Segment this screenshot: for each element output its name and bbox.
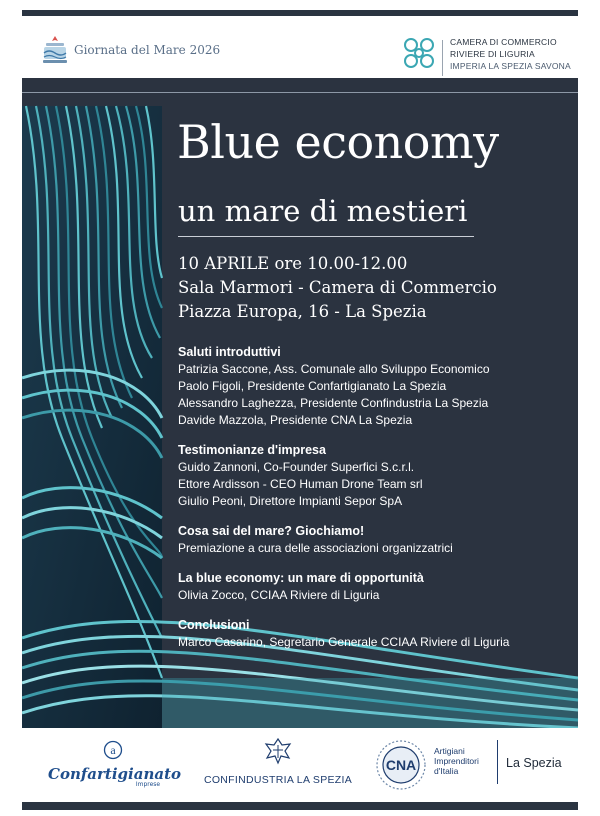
- sponsor-logos: [0, 732, 600, 800]
- confartigianato-emblem-icon: [103, 740, 123, 760]
- event-name: Giornata del Mare 2026: [74, 43, 221, 57]
- event-address: Piazza Europa, 16 - La Spezia: [178, 302, 427, 321]
- event-date: 10 APRILE ore 10.00-12.00: [178, 254, 408, 273]
- poster-panel: [22, 78, 578, 728]
- section-heading: Cosa sai del mare? Giochiamo!: [178, 524, 365, 538]
- event-info: [178, 252, 497, 324]
- speaker-line: Guido Zannoni, Co-Founder Superfici S.c.r.l.: [178, 460, 415, 474]
- speaker-line: Davide Mazzola, Presidente CNA La Spezia: [178, 413, 413, 427]
- chamber-logo-divider: [442, 40, 443, 76]
- program-section: [178, 442, 576, 510]
- chamber-line-1: CAMERA DI COMMERCIO: [450, 37, 557, 47]
- cna-divider: [497, 740, 498, 784]
- confartigianato-sub: Imprese: [135, 781, 161, 788]
- cna-line-1: Artigiani: [434, 746, 465, 756]
- chamber-line-2: RIVIERE DI LIGURIA: [450, 49, 535, 59]
- program-section: [178, 617, 576, 651]
- title-underline: [178, 236, 474, 237]
- speaker-line: Ettore Ardisson - CEO Human Drone Team srl: [178, 477, 423, 491]
- cna-tagline: [434, 746, 479, 776]
- program-section: [178, 570, 576, 604]
- cna-badge-icon: [374, 738, 428, 792]
- confindustria-name: CONFINDUSTRIA LA SPEZIA: [203, 774, 353, 786]
- speaker-line: Premiazione a cura delle associazioni organizzatrici: [178, 541, 453, 555]
- event-venue: Sala Marmori - Camera di Commercio: [178, 278, 497, 297]
- confindustria-eagle-icon: [263, 736, 293, 766]
- section-heading: Conclusioni: [178, 618, 250, 632]
- speaker-line: Paolo Figoli, Presidente Confartigianato La Spezia: [178, 379, 447, 393]
- cna-city: La Spezia: [506, 756, 562, 770]
- cna-line-2: Imprenditori: [434, 756, 479, 766]
- confartigianato-name: Confartigianato: [48, 765, 182, 783]
- confartigianato-logo: [48, 740, 182, 788]
- section-heading: Saluti introduttivi: [178, 345, 281, 359]
- program: [178, 344, 576, 664]
- chamber-name: [450, 36, 571, 72]
- program-section: [178, 344, 576, 429]
- section-heading: La blue economy: un mare di opportunità: [178, 571, 424, 585]
- confindustria-logo: [198, 736, 358, 786]
- program-section: [178, 523, 576, 557]
- cna-badge-text: CNA: [385, 757, 417, 773]
- speaker-line: Patrizia Saccone, Ass. Comunale allo Sviluppo Economico: [178, 362, 490, 376]
- speaker-line: Olivia Zocco, CCIAA Riviere di Liguria: [178, 588, 380, 602]
- poster-title: Blue economy: [177, 115, 499, 169]
- speaker-line: Marco Casarino, Segretario Generale CCIAA Riviere di Liguria: [178, 635, 510, 649]
- panel-top-rule: [22, 92, 578, 93]
- giornata-del-mare-logo-icon: [40, 34, 70, 68]
- camera-di-commercio-logo-icon: [400, 34, 438, 72]
- poster-subtitle: un mare di mestieri: [178, 194, 468, 228]
- cna-line-3: d'Italia: [434, 766, 459, 776]
- chamber-line-3: IMPERIA LA SPEZIA SAVONA: [450, 61, 571, 71]
- bottom-border-bar: [22, 802, 578, 810]
- speaker-line: Giulio Peoni, Direttore Impianti Sepor SpA: [178, 494, 403, 508]
- speaker-line: Alessandro Laghezza, Presidente Confindustria La Spezia: [178, 396, 489, 410]
- svg-text:a: a: [110, 743, 116, 757]
- section-heading: Testimonianze d'impresa: [178, 443, 326, 457]
